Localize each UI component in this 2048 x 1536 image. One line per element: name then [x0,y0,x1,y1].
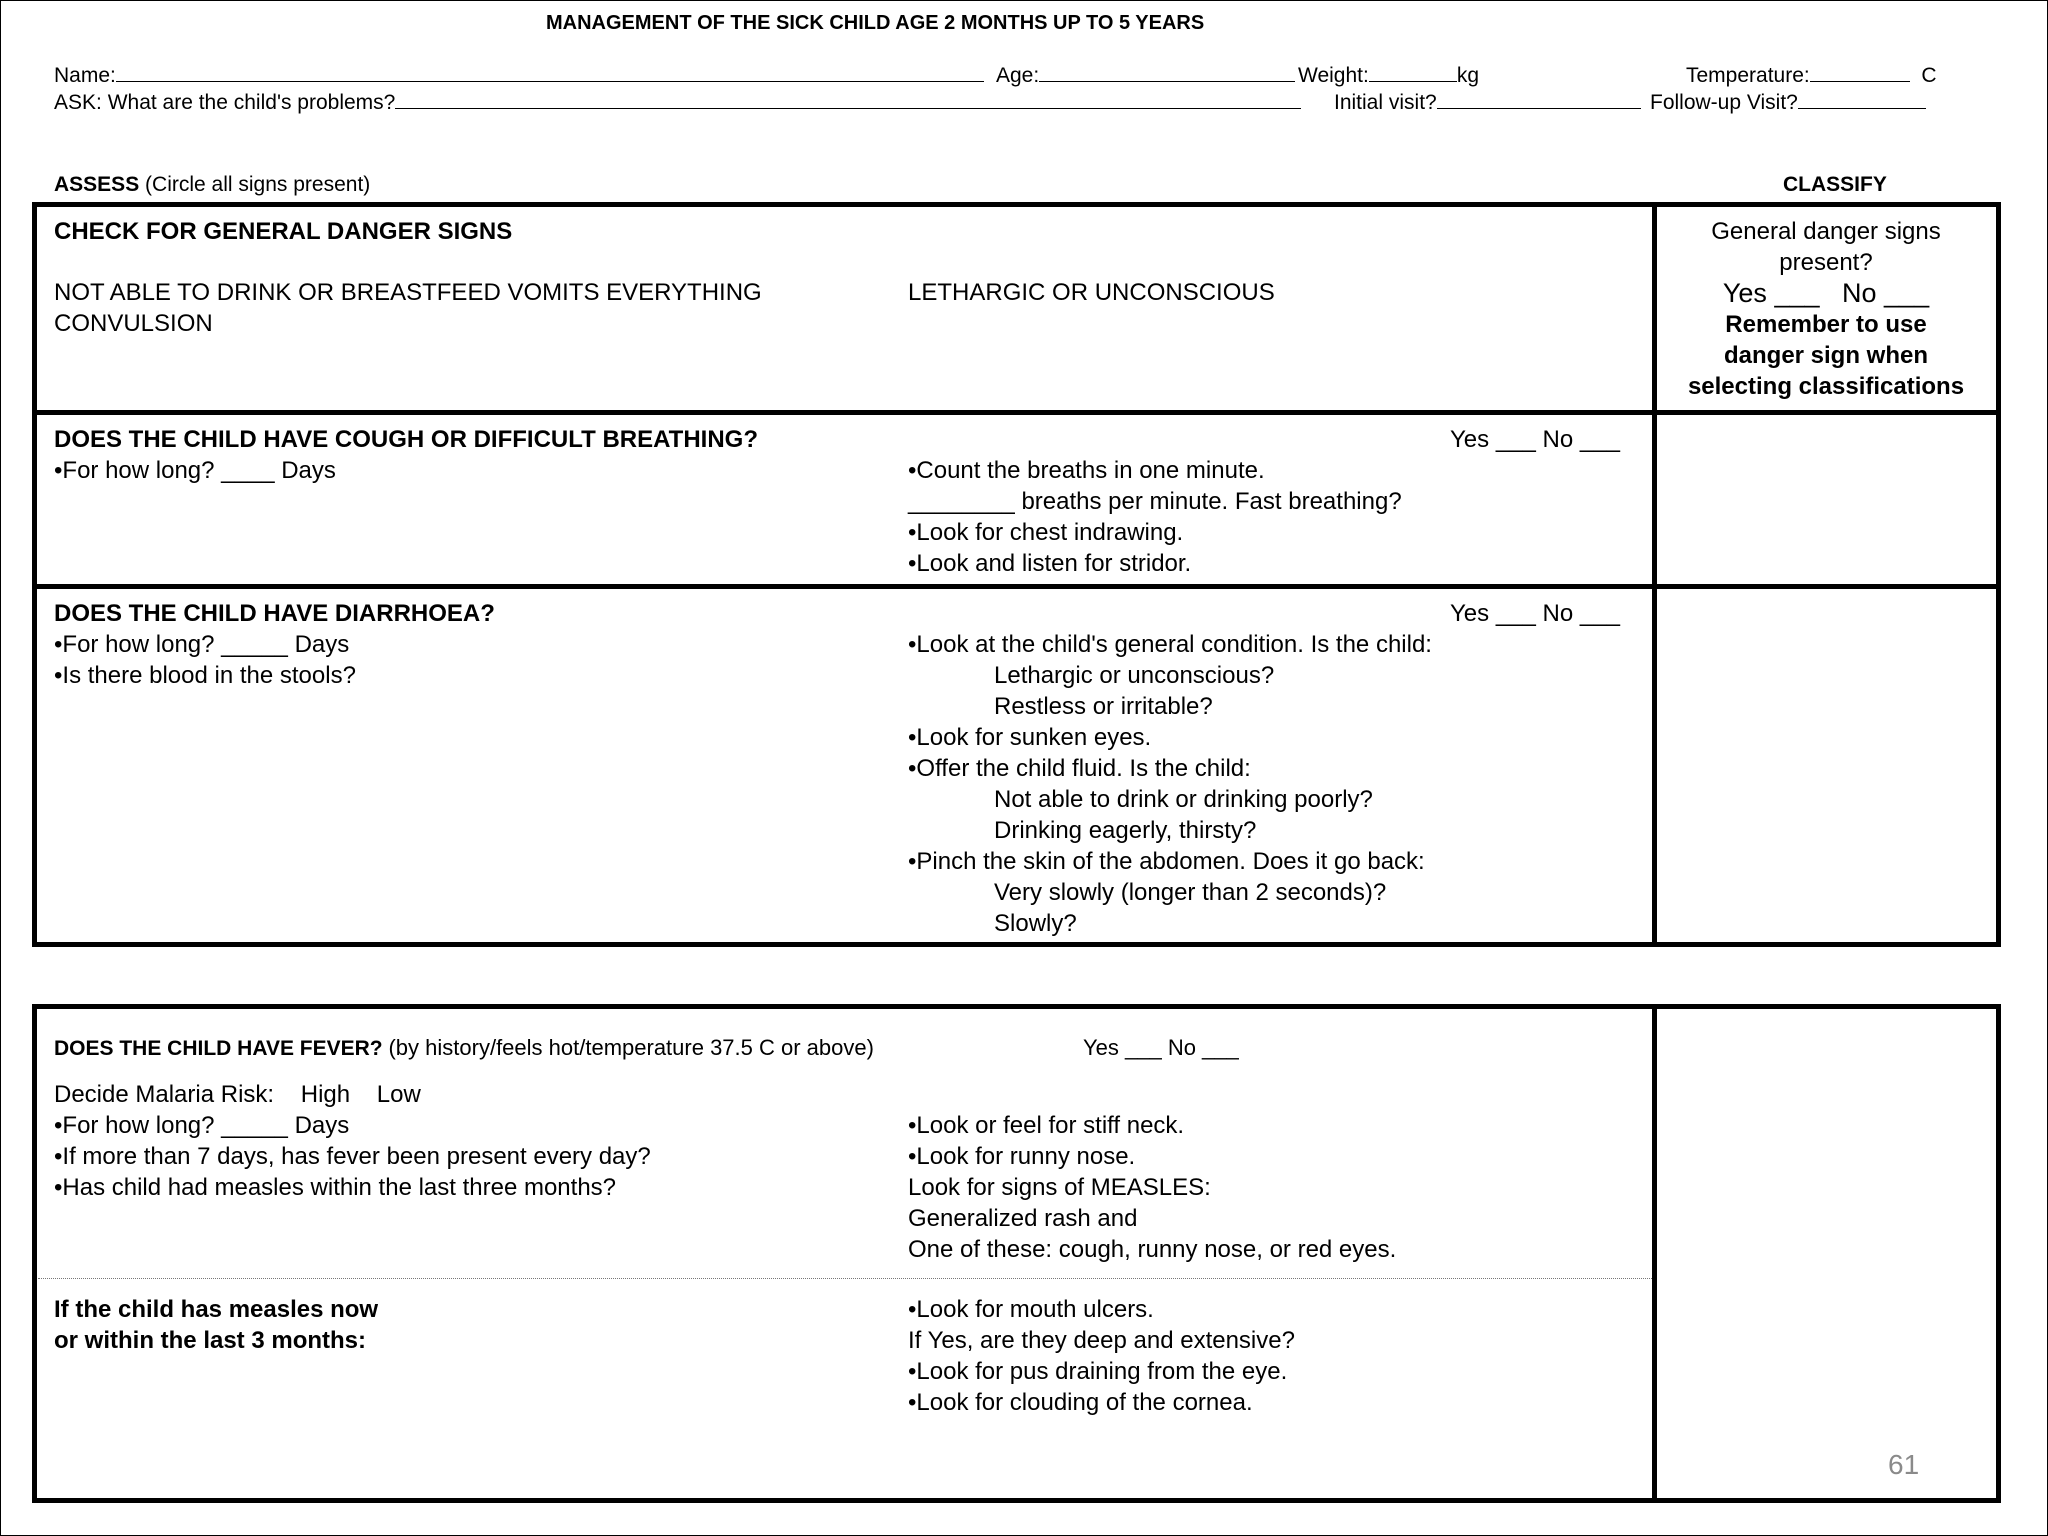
measles-heading-line-2: or within the last 3 months: [54,1327,367,1354]
fever-look-item: Look for signs of MEASLES: [908,1174,1211,1201]
cough-look-item[interactable]: •Look and listen for stridor. [908,550,1192,577]
remember-line-3: selecting classifications [1687,373,1965,400]
fever-look-item[interactable]: Generalized rash and [908,1205,1138,1232]
name-blank[interactable] [116,62,984,82]
initial-visit-label: Initial visit? [1334,91,1437,114]
diarrhoea-look-item[interactable]: Restless or irritable? [994,693,1213,720]
fever-ask-item[interactable]: •Has child had measles within the last three months? [54,1174,617,1201]
temperature-label: Temperature: [1686,64,1810,87]
fever-heading-note: (by history/feels hot/temperature 37.5 C or above) [388,1035,874,1060]
diarrhoea-look-item[interactable]: Not able to drink or drinking poorly? [994,786,1373,813]
diarrhoea-ask-item[interactable]: •Is there blood in the stools? [54,662,356,689]
fever-heading [54,1035,874,1061]
temperature-blank[interactable] [1810,62,1910,82]
age-blank[interactable] [1039,62,1295,82]
measles-look-list [908,1294,1295,1418]
weight-blank[interactable] [1369,62,1457,82]
fever-heading-label: DOES THE CHILD HAVE FEVER? [54,1037,383,1060]
page-number: 61 [1888,1449,1920,1480]
danger-sign-line-1[interactable]: NOT ABLE TO DRINK OR BREASTFEED VOMITS EVERYTHING [54,279,762,306]
cough-heading: DOES THE CHILD HAVE COUGH OR DIFFICULT BREATHING? [54,426,758,453]
diarrhoea-look-item[interactable]: Slowly? [994,910,1077,937]
measles-divider [38,1278,1652,1279]
temperature-unit: C [1921,64,1937,87]
temperature-field [1686,62,1937,88]
diarrhoea-look-item: •Offer the child fluid. Is the child: [908,755,1251,782]
initial-visit-blank[interactable] [1437,89,1641,109]
cough-how-long[interactable]: •For how long? ____ Days [54,457,336,484]
diarrhoea-yesno[interactable]: Yes ___ No ___ [1450,600,1620,627]
classify-column-divider-bottom [1652,1004,1657,1503]
problems-label: ASK: What are the child's problems? [54,91,396,114]
classify-heading: CLASSIFY [1783,173,1887,196]
age-label: Age: [996,64,1040,87]
weight-field [1298,62,1479,88]
malaria-risk [54,1079,421,1110]
measles-look-item[interactable]: •Look for pus draining from the eye. [908,1358,1288,1385]
followup-field [1650,89,1926,115]
danger-signs-left[interactable] [54,277,762,339]
diarrhoea-look-list [908,629,1432,939]
measles-heading-line-1: If the child has measles now [54,1296,379,1323]
diarrhoea-look-item[interactable]: Drinking eagerly, thirsty? [994,817,1257,844]
fever-ask-item[interactable]: •For how long? _____ Days [54,1112,350,1139]
cough-look-item[interactable]: ________ breaths per minute. Fast breathing? [908,488,1402,515]
measles-look-item[interactable]: •Look for mouth ulcers. [908,1296,1154,1323]
diarrhoea-ask-item[interactable]: •For how long? _____ Days [54,631,350,658]
initial-visit-field [1334,89,1641,115]
fever-yesno[interactable]: Yes ___ No ___ [1083,1035,1239,1060]
fever-ask-item[interactable]: •If more than 7 days, has fever been present every day? [54,1143,651,1170]
cough-yesno[interactable]: Yes ___ No ___ [1450,426,1620,453]
assess-label: ASSESS [54,173,140,196]
cough-look-list [908,455,1402,579]
measles-look-item[interactable]: •Look for clouding of the cornea. [908,1389,1253,1416]
fever-look-item[interactable]: •Look or feel for stiff neck. [908,1112,1185,1139]
measles-heading [54,1294,378,1356]
assess-note: (Circle all signs present) [145,173,371,196]
danger-heading: CHECK FOR GENERAL DANGER SIGNS [54,218,513,245]
malaria-low[interactable]: Low [376,1081,421,1108]
diarrhoea-look-item: •Pinch the skin of the abdomen. Does it go back: [908,848,1425,875]
diarrhoea-look-item: •Look at the child's general condition. Is the child: [908,631,1432,658]
followup-label: Follow-up Visit? [1650,91,1798,114]
fever-look-item[interactable]: One of these: cough, runny nose, or red eyes. [908,1236,1397,1263]
weight-label: Weight: [1298,64,1369,87]
diarrhoea-look-item[interactable]: •Look for sunken eyes. [908,724,1152,751]
cough-look-item[interactable]: •Count the breaths in one minute. [908,457,1265,484]
diarrhoea-ask-list [54,629,356,691]
fever-look-item[interactable]: •Look for runny nose. [908,1143,1136,1170]
diarrhoea-look-item[interactable]: Lethargic or unconscious? [994,662,1275,689]
measles-look-item[interactable]: If Yes, are they deep and extensive? [908,1327,1295,1354]
followup-blank[interactable] [1798,89,1926,109]
row-divider-1 [32,410,2001,415]
danger-sign-line-2[interactable]: CONVULSION [54,310,213,337]
form-title: MANAGEMENT OF THE SICK CHILD AGE 2 MONTHS UP TO 5 YEARS [546,12,1205,34]
name-field [54,62,984,88]
fever-ask-list [54,1110,651,1203]
weight-unit: kg [1456,64,1480,87]
danger-no[interactable]: No ___ [1842,278,1930,308]
danger-classify-question-1: General danger signs [1711,218,1941,245]
danger-classify-question-2: present? [1779,249,1873,276]
danger-sign-lethargic[interactable]: LETHARGIC OR UNCONSCIOUS [908,279,1275,306]
problems-field [54,89,1301,115]
malaria-high[interactable]: High [300,1081,351,1108]
diarrhoea-heading: DOES THE CHILD HAVE DIARRHOEA? [54,600,495,627]
name-label: Name: [54,64,116,87]
danger-classify-yesno[interactable] [1660,278,1992,309]
assess-heading [54,173,370,197]
remember-line-2: danger sign when [1723,342,1929,369]
diarrhoea-look-item[interactable]: Very slowly (longer than 2 seconds)? [994,879,1387,906]
danger-yes[interactable]: Yes ___ [1722,278,1820,308]
fever-look-list [908,1110,1396,1265]
cough-look-item[interactable]: •Look for chest indrawing. [908,519,1184,546]
classify-column-divider [1652,202,1657,947]
problems-blank[interactable] [395,89,1301,109]
danger-classify-cell [1660,216,1992,402]
row-divider-2 [32,584,2001,589]
remember-line-1: Remember to use [1725,311,1927,338]
malaria-risk-label: Decide Malaria Risk: [54,1081,275,1108]
age-field [996,62,1295,88]
